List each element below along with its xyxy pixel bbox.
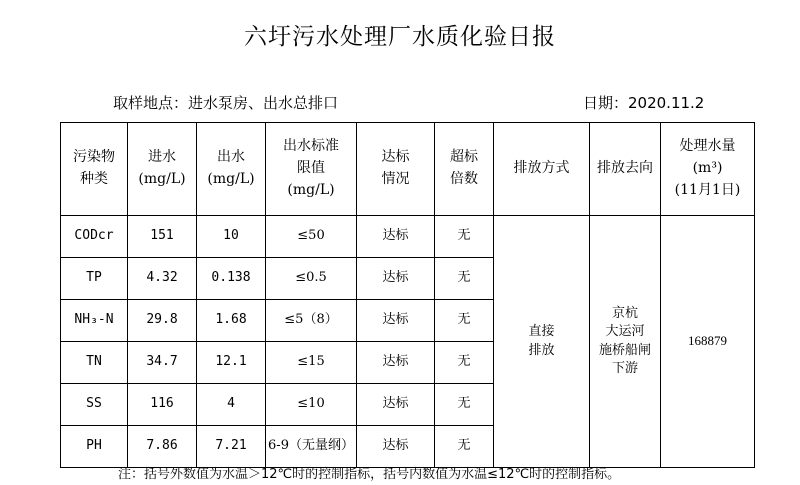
inflow-value: 29.8 [128,300,197,342]
header-pollutant: 污染物 种类 [61,123,128,216]
exceed-multiple: 无 [435,300,494,342]
compliance-status: 达标 [357,216,435,258]
header-discharge-destination: 排放去向 [590,123,661,216]
outflow-value: 0.138 [197,258,266,300]
header-volume: 处理水量 (m³) (11月1日) [661,123,755,216]
inflow-value: 7.86 [128,426,197,468]
limit-value: ≤10 [266,384,357,426]
exceed-multiple: 无 [435,384,494,426]
pollutant-name: TN [61,342,128,384]
exceed-multiple: 无 [435,216,494,258]
table-row [61,216,755,258]
outflow-value: 10 [197,216,266,258]
header-inflow: 进水 (mg/L) [128,123,197,216]
outflow-value: 7.21 [197,426,266,468]
sampling-location: 取样地点：进水泵房、出水总排口 [113,94,339,112]
water-quality-table [60,122,755,468]
compliance-status: 达标 [357,426,435,468]
limit-value: ≤15 [266,342,357,384]
report-title: 六圩污水处理厂水质化验日报 [244,24,556,50]
limit-value: 6-9（无量纲） [266,426,357,468]
limit-value: ≤50 [266,216,357,258]
header-compliance: 达标 情况 [357,123,435,216]
header-outflow: 出水 (mg/L) [197,123,266,216]
discharge-destination: 京杭 大运河 施桥船闸 下游 [590,216,661,468]
compliance-status: 达标 [357,342,435,384]
outflow-value: 4 [197,384,266,426]
pollutant-name: PH [61,426,128,468]
compliance-status: 达标 [357,258,435,300]
inflow-value: 34.7 [128,342,197,384]
header-row [61,123,755,216]
exceed-multiple: 无 [435,426,494,468]
limit-value: ≤0.5 [266,258,357,300]
pollutant-name: SS [61,384,128,426]
pollutant-name: NH₃-N [61,300,128,342]
footnote: 注：括号外数值为水温＞12℃时的控制指标，括号内数值为水温≤12℃时的控制指标。 [118,467,621,482]
header-discharge-method: 排放方式 [494,123,590,216]
pollutant-name: TP [61,258,128,300]
inflow-value: 151 [128,216,197,258]
pollutant-name: CODcr [61,216,128,258]
treated-volume: 168879 [661,216,755,468]
exceed-multiple: 无 [435,258,494,300]
compliance-status: 达标 [357,300,435,342]
inflow-value: 4.32 [128,258,197,300]
discharge-method: 直接 排放 [494,216,590,468]
outflow-value: 12.1 [197,342,266,384]
outflow-value: 1.68 [197,300,266,342]
inflow-value: 116 [128,384,197,426]
header-exceed: 超标 倍数 [435,123,494,216]
report-date: 日期：2020.11.2 [583,94,705,112]
header-limit: 出水标准 限值 (mg/L) [266,123,357,216]
limit-value: ≤5（8） [266,300,357,342]
compliance-status: 达标 [357,384,435,426]
exceed-multiple: 无 [435,342,494,384]
